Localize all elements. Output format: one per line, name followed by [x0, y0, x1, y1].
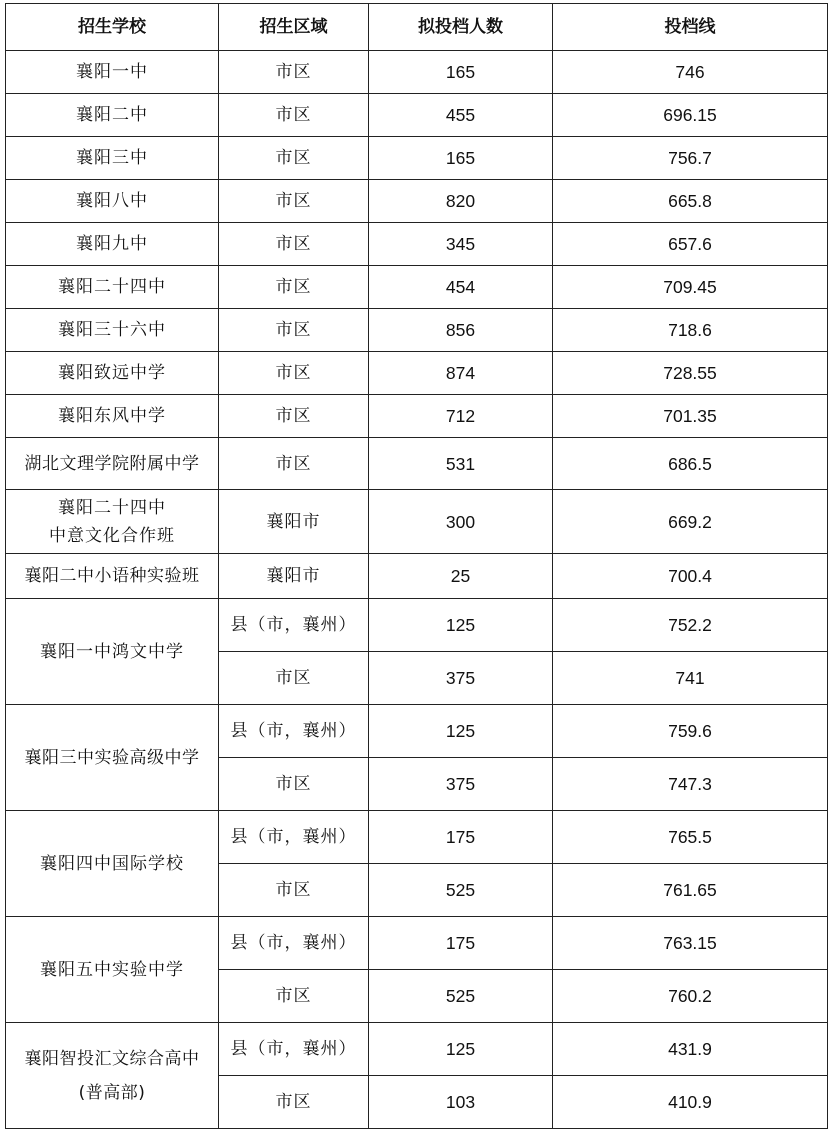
table-row	[6, 137, 828, 180]
score-cell: 701.35	[553, 395, 828, 438]
score-cell: 410.9	[553, 1076, 828, 1129]
quota-cell: 820	[369, 180, 553, 223]
table-row	[6, 438, 828, 490]
school-cell: 襄阳九中	[6, 223, 219, 266]
school-line-1: 襄阳智投汇文综合高中	[24, 1048, 200, 1069]
table-row	[6, 352, 828, 395]
quota-cell: 345	[369, 223, 553, 266]
score-cell: 741	[553, 652, 828, 705]
table-row	[6, 554, 828, 599]
region-cell: 市区	[219, 970, 369, 1023]
region-cell: 市区	[219, 180, 369, 223]
region-cell: 县（市，襄州）	[219, 1023, 369, 1076]
score-cell: 718.6	[553, 309, 828, 352]
header-school: 招生学校	[6, 4, 219, 51]
score-cell: 431.9	[553, 1023, 828, 1076]
quota-cell: 165	[369, 137, 553, 180]
school-cell: 襄阳四中国际学校	[6, 811, 219, 917]
school-cell: 襄阳东风中学	[6, 395, 219, 438]
school-cell: 襄阳致远中学	[6, 352, 219, 395]
table-row	[6, 705, 828, 758]
header-region: 招生区域	[219, 4, 369, 51]
quota-cell: 375	[369, 652, 553, 705]
school-cell: 襄阳二十四中	[6, 266, 219, 309]
school-cell: 襄阳二中小语种实验班	[6, 554, 219, 599]
table-row	[6, 599, 828, 652]
quota-cell: 525	[369, 864, 553, 917]
score-cell: 657.6	[553, 223, 828, 266]
school-cell: 襄阳三中	[6, 137, 219, 180]
quota-cell: 103	[369, 1076, 553, 1129]
region-cell: 市区	[219, 438, 369, 490]
table-row	[6, 266, 828, 309]
quota-cell: 175	[369, 811, 553, 864]
region-cell: 襄阳市	[219, 554, 369, 599]
table-row	[6, 917, 828, 970]
table-row	[6, 309, 828, 352]
table-row	[6, 223, 828, 266]
region-cell: 市区	[219, 309, 369, 352]
region-cell: 市区	[219, 94, 369, 137]
school-line-2: (普高部)	[78, 1082, 146, 1103]
school-cell	[6, 1023, 219, 1129]
quota-cell: 454	[369, 266, 553, 309]
school-cell: 襄阳二中	[6, 94, 219, 137]
region-cell: 市区	[219, 51, 369, 94]
score-cell: 765.5	[553, 811, 828, 864]
score-cell: 760.2	[553, 970, 828, 1023]
school-cell: 襄阳三中实验高级中学	[6, 705, 219, 811]
school-cell: 襄阳一中	[6, 51, 219, 94]
table-row	[6, 94, 828, 137]
region-cell: 市区	[219, 266, 369, 309]
table-row	[6, 1023, 828, 1076]
score-cell: 756.7	[553, 137, 828, 180]
region-cell: 市区	[219, 137, 369, 180]
school-line-2: 中意文化合作班	[49, 525, 175, 546]
quota-cell: 375	[369, 758, 553, 811]
region-cell: 市区	[219, 223, 369, 266]
school-cell	[6, 490, 219, 554]
region-cell: 县（市，襄州）	[219, 599, 369, 652]
region-cell: 市区	[219, 395, 369, 438]
table-row	[6, 395, 828, 438]
score-cell: 669.2	[553, 490, 828, 554]
region-cell: 县（市，襄州）	[219, 705, 369, 758]
score-cell: 709.45	[553, 266, 828, 309]
quota-cell: 175	[369, 917, 553, 970]
quota-cell: 455	[369, 94, 553, 137]
region-cell: 市区	[219, 758, 369, 811]
admission-score-table	[5, 3, 828, 1129]
quota-cell: 874	[369, 352, 553, 395]
score-cell: 759.6	[553, 705, 828, 758]
quota-cell: 531	[369, 438, 553, 490]
score-cell: 728.55	[553, 352, 828, 395]
region-cell: 市区	[219, 1076, 369, 1129]
quota-cell: 712	[369, 395, 553, 438]
quota-cell: 125	[369, 705, 553, 758]
score-cell: 747.3	[553, 758, 828, 811]
region-cell: 市区	[219, 864, 369, 917]
quota-cell: 856	[369, 309, 553, 352]
region-cell: 市区	[219, 352, 369, 395]
school-cell: 襄阳三十六中	[6, 309, 219, 352]
score-cell: 696.15	[553, 94, 828, 137]
quota-cell: 300	[369, 490, 553, 554]
region-cell: 县（市，襄州）	[219, 917, 369, 970]
score-cell: 763.15	[553, 917, 828, 970]
score-cell: 746	[553, 51, 828, 94]
quota-cell: 125	[369, 599, 553, 652]
region-cell: 县（市，襄州）	[219, 811, 369, 864]
quota-cell: 165	[369, 51, 553, 94]
table-row	[6, 51, 828, 94]
school-cell: 湖北文理学院附属中学	[6, 438, 219, 490]
score-cell: 761.65	[553, 864, 828, 917]
quota-cell: 125	[369, 1023, 553, 1076]
region-cell: 襄阳市	[219, 490, 369, 554]
header-row	[6, 4, 828, 51]
quota-cell: 25	[369, 554, 553, 599]
school-cell: 襄阳八中	[6, 180, 219, 223]
table-row	[6, 490, 828, 554]
school-cell: 襄阳一中鸿文中学	[6, 599, 219, 705]
header-score: 投档线	[553, 4, 828, 51]
table-row	[6, 811, 828, 864]
school-line-1: 襄阳二十四中	[58, 497, 166, 518]
region-cell: 市区	[219, 652, 369, 705]
header-quota: 拟投档人数	[369, 4, 553, 51]
score-cell: 752.2	[553, 599, 828, 652]
score-cell: 700.4	[553, 554, 828, 599]
table-row	[6, 180, 828, 223]
school-cell: 襄阳五中实验中学	[6, 917, 219, 1023]
quota-cell: 525	[369, 970, 553, 1023]
score-cell: 686.5	[553, 438, 828, 490]
score-cell: 665.8	[553, 180, 828, 223]
